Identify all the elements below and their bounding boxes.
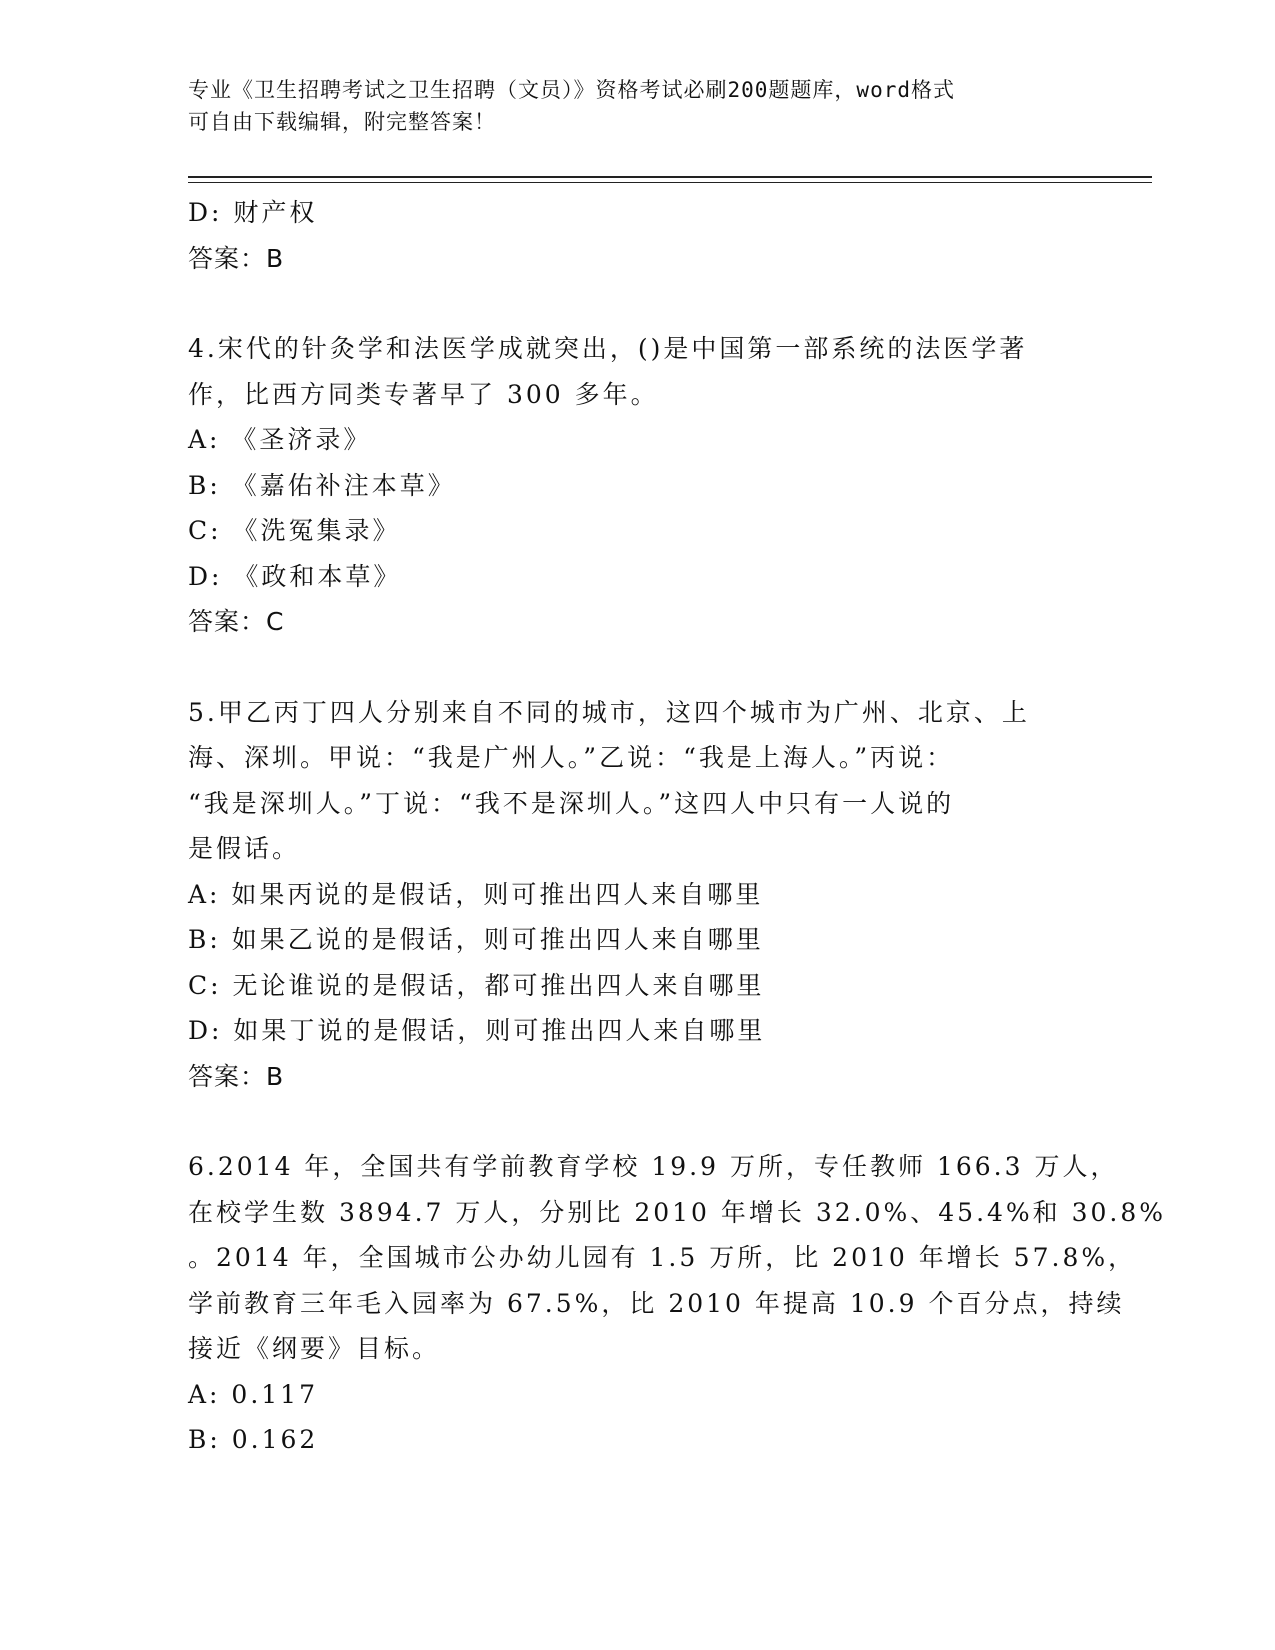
q6-option-a: A: 0.117 bbox=[188, 1379, 318, 1409]
q4-option-b: B: 《嘉佑补注本草》 bbox=[188, 470, 456, 500]
document-header bbox=[188, 74, 1088, 138]
header-line-1: 专业《卫生招聘考试之卫生招聘（文员）》资格考试必刷200题题库，word格式 bbox=[188, 78, 955, 102]
spacer bbox=[188, 1099, 1088, 1144]
q6-stem-line-2: 在校学生数 3894.7 万人，分别比 2010 年增长 32.0%、45.4%和 30.8% bbox=[188, 1197, 1167, 1227]
q5-stem-line-1: 5.甲乙丙丁四人分别来自不同的城市，这四个城市为广州、北京、上 bbox=[188, 697, 1030, 727]
q3-option-d: D: 财产权 bbox=[188, 198, 318, 227]
q6-stem-line-5: 接近《纲要》目标。 bbox=[188, 1334, 441, 1363]
q6-stem-line-3: 。2014 年，全国城市公办幼儿园有 1.5 万所，比 2010 年增长 57.8%， bbox=[188, 1243, 1137, 1272]
question-4 bbox=[188, 326, 1088, 645]
q5-option-a: A: 如果丙说的是假话，则可推出四人来自哪里 bbox=[188, 879, 764, 909]
question-5 bbox=[188, 690, 1088, 1100]
q4-option-d: D: 《政和本草》 bbox=[188, 561, 402, 591]
q5-stem-line-2: 海、深圳。甲说：“我是广州人。”乙说：“我是上海人。”丙说： bbox=[188, 743, 955, 772]
header-line-2: 可自由下载编辑，附完整答案！ bbox=[188, 110, 496, 134]
q5-answer: 答案：B bbox=[188, 1061, 285, 1091]
header-rule-thin bbox=[188, 182, 1152, 183]
q3-answer: 答案：B bbox=[188, 243, 285, 273]
q6-stem-line-4: 学前教育三年毛入园率为 67.5%，比 2010 年提高 10.9 个百分点，持续 bbox=[188, 1288, 1125, 1318]
q4-stem-line-1: 4.宋代的针灸学和法医学成就突出，()是中国第一部系统的法医学著 bbox=[188, 334, 1028, 363]
question-6 bbox=[188, 1144, 1167, 1463]
q4-answer: 答案：C bbox=[188, 607, 285, 636]
q4-option-c: C: 《洗冤集录》 bbox=[188, 516, 401, 545]
header-rule-thick bbox=[188, 176, 1152, 178]
document-body bbox=[188, 190, 1167, 1463]
question-3-tail bbox=[188, 190, 1088, 281]
q4-stem-line-2: 作，比西方同类专著早了 300 多年。 bbox=[188, 379, 659, 409]
spacer bbox=[188, 645, 1088, 690]
q5-option-c: C: 无论谁说的是假话，都可推出四人来自哪里 bbox=[188, 970, 765, 1000]
q4-option-a: A: 《圣济录》 bbox=[188, 425, 372, 454]
q6-stem-line-1: 6.2014 年，全国共有学前教育学校 19.9 万所，专任教师 166.3 万人， bbox=[188, 1152, 1119, 1181]
q6-option-b: B: 0.162 bbox=[188, 1425, 319, 1454]
q5-stem-line-4: 是假话。 bbox=[188, 834, 301, 863]
spacer bbox=[188, 281, 1088, 326]
q5-option-b: B: 如果乙说的是假话，则可推出四人来自哪里 bbox=[188, 925, 764, 954]
q5-option-d: D: 如果丁说的是假话，则可推出四人来自哪里 bbox=[188, 1016, 766, 1045]
q5-stem-line-3: “我是深圳人。”丁说：“我不是深圳人。”这四人中只有一人说的 bbox=[188, 788, 955, 818]
